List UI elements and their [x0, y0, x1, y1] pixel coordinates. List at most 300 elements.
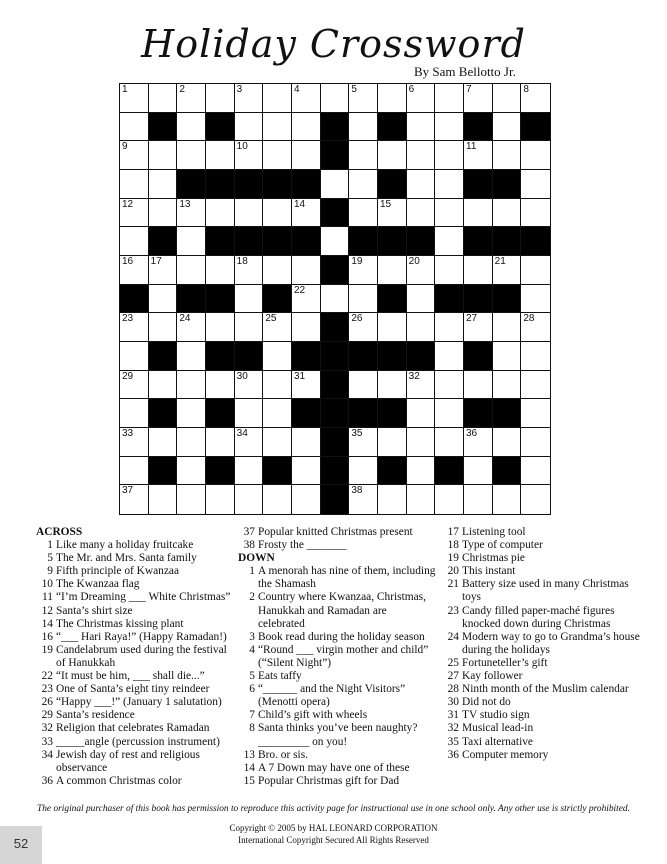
- grid-cell[interactable]: [521, 399, 550, 428]
- clue-text: A 7 Down may have one of these: [258, 761, 410, 774]
- clue-number: 12: [41, 604, 53, 617]
- clue-number: 4: [294, 84, 300, 95]
- black-square: [206, 170, 235, 199]
- grid-cell[interactable]: [493, 313, 522, 342]
- grid-cell[interactable]: [120, 113, 149, 142]
- clue-text: “Happy ___!” (January 1 salutation): [56, 696, 222, 709]
- grid-cell[interactable]: [120, 170, 149, 199]
- grid-cell[interactable]: [120, 342, 149, 371]
- grid-cell[interactable]: [349, 285, 378, 314]
- grid-cell[interactable]: [177, 199, 206, 228]
- grid-cell[interactable]: [349, 485, 378, 514]
- page-title: Holiday Crossword: [141, 22, 526, 66]
- across-clue: [36, 591, 232, 604]
- grid-cell[interactable]: [177, 113, 206, 142]
- grid-cell[interactable]: [292, 285, 321, 314]
- grid-cell[interactable]: [292, 141, 321, 170]
- clue-number: 22: [41, 670, 53, 683]
- grid-cell[interactable]: [149, 141, 178, 170]
- grid-cell[interactable]: [521, 485, 550, 514]
- grid-cell[interactable]: [435, 199, 464, 228]
- grid-cell[interactable]: [349, 371, 378, 400]
- down-clue: [238, 683, 436, 709]
- grid-cell[interactable]: [263, 485, 292, 514]
- black-square: [120, 285, 149, 314]
- grid-cell[interactable]: [521, 285, 550, 314]
- clue-number: 24: [447, 630, 459, 643]
- clue-number: 3: [249, 630, 255, 643]
- grid-cell[interactable]: [120, 256, 149, 285]
- grid-cell[interactable]: [435, 313, 464, 342]
- black-square: [321, 256, 350, 285]
- down-clue: [238, 644, 436, 670]
- grid-cell[interactable]: [235, 285, 264, 314]
- grid-cell[interactable]: [292, 113, 321, 142]
- down-clue: [442, 736, 642, 749]
- down-clue: [442, 552, 642, 565]
- clue-text: Like many a holiday fruitcake: [56, 539, 194, 552]
- clue-number: 6: [408, 84, 415, 95]
- grid-cell[interactable]: [464, 84, 493, 113]
- black-square: [177, 285, 206, 314]
- across-clue: [36, 722, 232, 735]
- black-square: [321, 399, 350, 428]
- grid-cell[interactable]: [435, 84, 464, 113]
- grid-cell[interactable]: [407, 199, 436, 228]
- clue-number: 5: [47, 552, 53, 565]
- grid-cell[interactable]: [263, 84, 292, 113]
- grid-cell[interactable]: [378, 485, 407, 514]
- crossword-grid: [119, 83, 551, 515]
- clue-text: Computer memory: [462, 748, 549, 761]
- grid-cell[interactable]: [292, 199, 321, 228]
- black-square: [378, 285, 407, 314]
- grid-cell[interactable]: [235, 113, 264, 142]
- black-square: [292, 227, 321, 256]
- clue-text: Santa’s shirt size: [56, 604, 133, 617]
- grid-cell[interactable]: [149, 84, 178, 113]
- grid-cell[interactable]: [263, 313, 292, 342]
- grid-cell[interactable]: [493, 485, 522, 514]
- down-clue: [238, 591, 436, 630]
- black-square: [349, 227, 378, 256]
- grid-cell[interactable]: [120, 84, 149, 113]
- clue-number: 26: [351, 313, 363, 325]
- grid-cell[interactable]: [349, 256, 378, 285]
- clue-number: 28: [523, 313, 535, 325]
- black-square: [321, 313, 350, 342]
- clue-number: 30: [447, 696, 459, 709]
- clue-text: Type of computer: [462, 539, 543, 552]
- clue-number: 28: [447, 683, 459, 696]
- grid-cell[interactable]: [206, 199, 235, 228]
- grid-cell[interactable]: [464, 199, 493, 228]
- black-square: [149, 113, 178, 142]
- across-clue: [238, 539, 436, 552]
- grid-cell[interactable]: [149, 485, 178, 514]
- grid-cell[interactable]: [235, 399, 264, 428]
- clue-text: Religion that celebrates Ramadan: [56, 722, 210, 735]
- grid-cell[interactable]: [149, 170, 178, 199]
- clue-number: 13: [243, 748, 255, 761]
- grid-cell[interactable]: [120, 399, 149, 428]
- black-square: [493, 399, 522, 428]
- clue-text: Popular knitted Christmas present: [258, 526, 413, 538]
- grid-cell[interactable]: [521, 371, 550, 400]
- grid-cell[interactable]: [435, 428, 464, 457]
- grid-cell[interactable]: [378, 428, 407, 457]
- black-square: [292, 170, 321, 199]
- down-clue: [442, 539, 642, 552]
- grid-cell[interactable]: [235, 141, 264, 170]
- clue-number: 23: [122, 313, 134, 325]
- grid-cell[interactable]: [263, 399, 292, 428]
- across-clue: [36, 539, 232, 552]
- grid-cell[interactable]: [407, 399, 436, 428]
- clue-text: “______ and the Night Visitors” (Menotti opera): [258, 683, 406, 709]
- grid-cell[interactable]: [120, 371, 149, 400]
- clue-text: The Christmas kissing plant: [56, 617, 184, 630]
- grid-cell[interactable]: [177, 485, 206, 514]
- clue-text: Modern way to go to Grandma’s house during the holidays: [462, 630, 640, 656]
- black-square: [206, 457, 235, 486]
- grid-cell[interactable]: [521, 457, 550, 486]
- down-clue: [238, 762, 436, 775]
- clue-text: Popular Christmas gift for Dad: [258, 774, 400, 787]
- black-square: [206, 113, 235, 142]
- grid-cell[interactable]: [435, 170, 464, 199]
- grid-cell[interactable]: [407, 485, 436, 514]
- clue-number: 10: [41, 578, 53, 591]
- clue-number: 35: [447, 735, 459, 748]
- grid-cell[interactable]: [521, 256, 550, 285]
- grid-cell[interactable]: [378, 256, 407, 285]
- grid-cell[interactable]: [292, 371, 321, 400]
- clue-number: 36: [41, 774, 53, 787]
- grid-cell[interactable]: [206, 84, 235, 113]
- grid-cell[interactable]: [292, 428, 321, 457]
- grid-cell[interactable]: [493, 428, 522, 457]
- grid-cell[interactable]: [493, 141, 522, 170]
- grid-cell[interactable]: [149, 285, 178, 314]
- grid-cell[interactable]: [349, 428, 378, 457]
- grid-cell[interactable]: [349, 457, 378, 486]
- clue-text: The Kwanzaa flag: [56, 578, 140, 591]
- grid-cell[interactable]: [149, 313, 178, 342]
- grid-cell[interactable]: [206, 428, 235, 457]
- clue-number: 36: [466, 428, 478, 439]
- grid-cell[interactable]: [493, 84, 522, 113]
- grid-cell[interactable]: [120, 199, 149, 228]
- grid-cell[interactable]: [120, 457, 149, 486]
- grid-cell[interactable]: [235, 84, 264, 113]
- clue-number: 27: [466, 313, 478, 325]
- clue-number: 31: [447, 709, 459, 722]
- clue-number: 29: [122, 370, 134, 382]
- grid-cell[interactable]: [292, 457, 321, 486]
- black-square: [263, 457, 292, 486]
- grid-cell[interactable]: [349, 113, 378, 142]
- grid-cell[interactable]: [177, 256, 206, 285]
- grid-cell[interactable]: [120, 485, 149, 514]
- grid-cell[interactable]: [206, 313, 235, 342]
- grid-cell[interactable]: [435, 342, 464, 371]
- clue-number: 10: [236, 141, 248, 153]
- grid-cell[interactable]: [177, 371, 206, 400]
- black-square: [149, 227, 178, 256]
- grid-cell[interactable]: [235, 371, 264, 400]
- grid-cell[interactable]: [521, 84, 550, 113]
- grid-cell[interactable]: [407, 84, 436, 113]
- across-clue: [36, 736, 232, 749]
- grid-cell[interactable]: [407, 170, 436, 199]
- grid-cell[interactable]: [263, 342, 292, 371]
- clue-number: 14: [294, 198, 306, 210]
- grid-cell[interactable]: [321, 227, 350, 256]
- grid-cell[interactable]: [177, 227, 206, 256]
- black-square: [235, 170, 264, 199]
- black-square: [321, 457, 350, 486]
- black-square: [349, 399, 378, 428]
- clue-text: The Mr. and Mrs. Santa family: [56, 552, 197, 565]
- grid-cell[interactable]: [435, 141, 464, 170]
- grid-cell[interactable]: [493, 256, 522, 285]
- clue-number: 34: [236, 428, 248, 439]
- grid-cell[interactable]: [349, 141, 378, 170]
- grid-cell[interactable]: [177, 84, 206, 113]
- grid-cell[interactable]: [206, 371, 235, 400]
- clue-text: Country where Kwanzaa, Christmas, Hanukkah and Ramadan are celebrated: [258, 591, 426, 630]
- clue-number: 16: [41, 630, 53, 643]
- black-square: [378, 457, 407, 486]
- across-heading: ACROSS: [36, 526, 83, 538]
- clue-number: 24: [179, 313, 191, 325]
- grid-cell[interactable]: [263, 199, 292, 228]
- grid-cell[interactable]: [521, 313, 550, 342]
- down-clue: [238, 670, 436, 683]
- across-clue: [36, 683, 232, 696]
- grid-cell[interactable]: [292, 84, 321, 113]
- grid-cell[interactable]: [321, 84, 350, 113]
- grid-cell[interactable]: [177, 457, 206, 486]
- grid-cell[interactable]: [464, 313, 493, 342]
- clue-number: 34: [41, 748, 53, 761]
- black-square: [235, 342, 264, 371]
- grid-cell[interactable]: [521, 141, 550, 170]
- grid-cell[interactable]: [263, 256, 292, 285]
- black-square: [206, 227, 235, 256]
- grid-cell[interactable]: [206, 256, 235, 285]
- clue-text: Eats taffy: [258, 670, 302, 683]
- grid-cell[interactable]: [321, 170, 350, 199]
- grid-cell[interactable]: [493, 371, 522, 400]
- grid-cell[interactable]: [235, 457, 264, 486]
- black-square: [521, 227, 550, 256]
- grid-cell[interactable]: [464, 428, 493, 457]
- down-clue: [442, 696, 642, 709]
- grid-cell[interactable]: [493, 199, 522, 228]
- clue-text: Kay follower: [462, 670, 523, 683]
- clue-number: 6: [249, 683, 255, 696]
- across-clue: [36, 605, 232, 618]
- black-square: [321, 485, 350, 514]
- grid-cell[interactable]: [206, 141, 235, 170]
- down-clue: [238, 709, 436, 722]
- grid-cell[interactable]: [206, 485, 235, 514]
- grid-cell[interactable]: [149, 428, 178, 457]
- grid-cell[interactable]: [235, 428, 264, 457]
- grid-cell[interactable]: [177, 342, 206, 371]
- grid-cell[interactable]: [407, 141, 436, 170]
- grid-cell[interactable]: [407, 457, 436, 486]
- grid-cell[interactable]: [120, 141, 149, 170]
- clue-number: 12: [122, 198, 134, 210]
- clue-number: 13: [179, 198, 191, 210]
- across-clue: [36, 631, 232, 644]
- grid-cell[interactable]: [235, 256, 264, 285]
- down-clue: [238, 775, 436, 788]
- clue-number: 11: [42, 591, 53, 604]
- grid-cell[interactable]: [521, 428, 550, 457]
- clue-text: Bro. or sis.: [258, 748, 308, 761]
- grid-cell[interactable]: [235, 313, 264, 342]
- grid-cell[interactable]: [407, 285, 436, 314]
- grid-cell[interactable]: [321, 285, 350, 314]
- grid-cell[interactable]: [464, 371, 493, 400]
- grid-cell[interactable]: [263, 371, 292, 400]
- clue-number: 17: [447, 526, 459, 538]
- black-square: [464, 227, 493, 256]
- grid-cell[interactable]: [235, 485, 264, 514]
- grid-cell[interactable]: [464, 485, 493, 514]
- across-clue: [36, 565, 232, 578]
- black-square: [407, 227, 436, 256]
- grid-cell[interactable]: [378, 84, 407, 113]
- grid-cell[interactable]: [407, 256, 436, 285]
- clue-number: 38: [351, 485, 363, 497]
- clue-number: 19: [351, 256, 363, 267]
- grid-cell[interactable]: [378, 199, 407, 228]
- grid-cell[interactable]: [521, 342, 550, 371]
- clue-number: 17: [150, 256, 162, 267]
- grid-cell[interactable]: [378, 313, 407, 342]
- black-square: [464, 342, 493, 371]
- black-square: [321, 113, 350, 142]
- clue-number: 25: [447, 656, 459, 669]
- grid-cell[interactable]: [263, 428, 292, 457]
- grid-cell[interactable]: [378, 371, 407, 400]
- black-square: [378, 113, 407, 142]
- grid-cell[interactable]: [464, 457, 493, 486]
- clue-number: 19: [447, 552, 459, 565]
- black-square: [206, 399, 235, 428]
- clue-number: 37: [122, 485, 134, 497]
- clue-number: 4: [249, 643, 255, 656]
- clue-number: 8: [249, 722, 255, 735]
- clue-number: 31: [294, 370, 306, 382]
- grid-cell[interactable]: [349, 84, 378, 113]
- black-square: [263, 227, 292, 256]
- clue-text: TV studio sign: [462, 709, 530, 722]
- grid-cell[interactable]: [177, 428, 206, 457]
- clue-text: Battery size used in many Christmas toys: [462, 578, 629, 604]
- grid-cell[interactable]: [177, 313, 206, 342]
- clue-number: 11: [466, 141, 477, 153]
- grid-cell[interactable]: [149, 371, 178, 400]
- down-clue: [238, 565, 436, 591]
- grid-cell[interactable]: [149, 199, 178, 228]
- grid-cell[interactable]: [177, 141, 206, 170]
- grid-cell[interactable]: [464, 141, 493, 170]
- clue-number: 32: [41, 722, 53, 735]
- grid-cell[interactable]: [407, 371, 436, 400]
- grid-cell[interactable]: [378, 141, 407, 170]
- black-square: [349, 342, 378, 371]
- black-square: [321, 141, 350, 170]
- clue-text: Musical lead-in: [462, 722, 534, 735]
- clue-text: A common Christmas color: [56, 774, 182, 787]
- down-heading: DOWN: [238, 552, 275, 565]
- grid-cell[interactable]: [292, 256, 321, 285]
- grid-cell[interactable]: [493, 342, 522, 371]
- clue-text: Child’s gift with wheels: [258, 709, 368, 722]
- clue-number: 20: [408, 256, 420, 267]
- clue-number: 21: [494, 256, 506, 267]
- grid-cell[interactable]: [120, 227, 149, 256]
- grid-cell[interactable]: [435, 485, 464, 514]
- grid-cell[interactable]: [493, 113, 522, 142]
- grid-cell[interactable]: [349, 313, 378, 342]
- grid-cell[interactable]: [120, 428, 149, 457]
- grid-cell[interactable]: [349, 199, 378, 228]
- grid-cell[interactable]: [435, 371, 464, 400]
- grid-cell[interactable]: [349, 170, 378, 199]
- grid-cell[interactable]: [521, 170, 550, 199]
- clue-text: “___ Hari Raya!” (Happy Ramadan!): [56, 630, 227, 643]
- grid-cell[interactable]: [263, 113, 292, 142]
- clue-number: 23: [41, 683, 53, 696]
- clue-text: Book read during the holiday season: [258, 630, 425, 643]
- clue-number: 35: [351, 428, 363, 439]
- grid-cell[interactable]: [292, 313, 321, 342]
- grid-cell[interactable]: [435, 113, 464, 142]
- grid-cell[interactable]: [435, 227, 464, 256]
- grid-cell[interactable]: [263, 141, 292, 170]
- clue-text: “I’m Dreaming ___ White Christmas”: [56, 591, 231, 604]
- grid-cell[interactable]: [521, 199, 550, 228]
- across-clue-list: [36, 539, 232, 788]
- grid-cell[interactable]: [407, 313, 436, 342]
- black-square: [493, 227, 522, 256]
- grid-cell[interactable]: [149, 256, 178, 285]
- grid-cell[interactable]: [292, 485, 321, 514]
- grid-cell[interactable]: [435, 399, 464, 428]
- black-square: [435, 457, 464, 486]
- clue-text: Jewish day of rest and religious observance: [56, 748, 200, 774]
- grid-cell[interactable]: [407, 113, 436, 142]
- grid-cell[interactable]: [464, 256, 493, 285]
- clue-column-3: [442, 526, 642, 762]
- grid-cell[interactable]: [120, 313, 149, 342]
- copyright-line: Copyright © 2005 by HAL LEONARD CORPORATION: [229, 823, 438, 833]
- grid-cell[interactable]: [435, 256, 464, 285]
- grid-cell[interactable]: [177, 399, 206, 428]
- grid-cell[interactable]: [407, 428, 436, 457]
- clue-number: 2: [179, 84, 185, 95]
- grid-cell[interactable]: [235, 199, 264, 228]
- clue-text: Candelabrum used during the festival of Hanukkah: [56, 643, 227, 669]
- clue-text: “Round ___ virgin mother and child” (“Silent Night”): [258, 643, 429, 669]
